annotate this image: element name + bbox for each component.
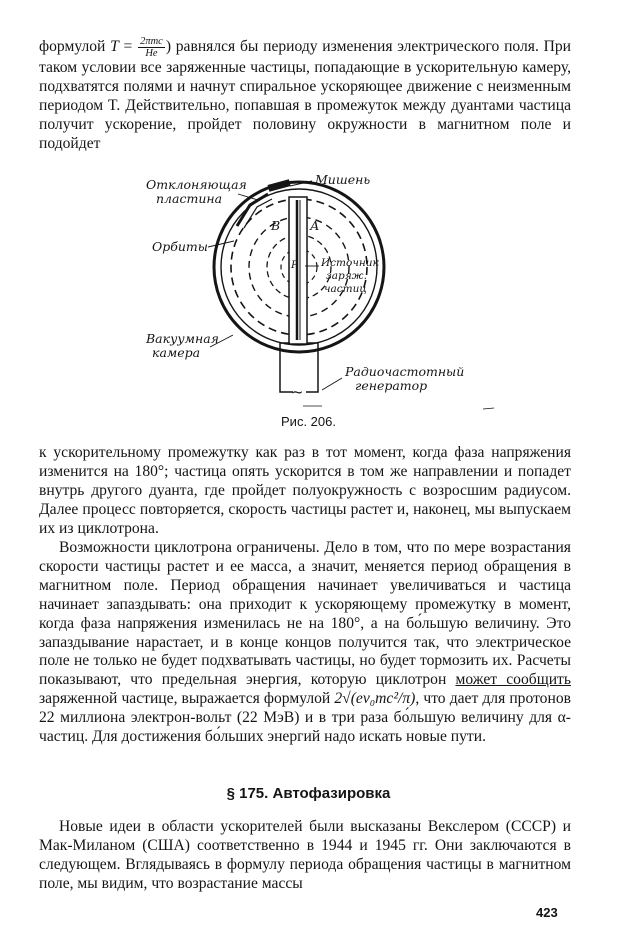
formula-symbol-T: T: [110, 38, 119, 56]
label-deflecting-plate-2: пластина: [156, 191, 223, 206]
intro-body-text: поля. При таком условии все заряженные частицы, попадающие в ускорительную камеру, подхватятся полями и начнут спиральное ускоряющее движение с неизменным периодом T. Действительно, попавшая в промежуток между дуантами частица получит ускорение, пройдет половину окружности в магнитном поле и подойдет: [39, 38, 572, 152]
label-deflecting-plate-1: Отклоняющая: [146, 177, 247, 192]
paragraph-3-text-c: , что дает для протонов 22 миллиона электрон-вольт (22 МэВ) и в три раза бо́льшую величину для α-частиц. Для достижения бо́льших энергий надо искать новые пути.: [39, 690, 571, 746]
formula-numerator: 2πmc: [140, 36, 163, 47]
formula-denominator: He: [145, 48, 158, 59]
label-dee-a: А: [310, 218, 320, 233]
paragraph-4: Новые идеи в области ускорителей были высказаны Векслером (СССР) и Мак-Миланом (США) соответственно в 1944 и 1945 гг. Они заключаются в следующем. Вглядываясь в формулу периода обращения частицы в магнитном поле, мы видим, что возрастание массы: [39, 818, 571, 892]
generator-tilde-icon: ~: [291, 383, 304, 401]
paragraph-3-text-b: заряженной частице, выражается формулой: [39, 690, 335, 708]
intro-first-line-text: ) равнялся бы периоду изменения электрического: [165, 38, 500, 56]
section-heading: § 175. Автофазировка: [226, 785, 391, 802]
label-source-3: частиц: [324, 283, 367, 295]
label-dee-b: В: [271, 218, 281, 233]
label-source-1: Источник: [321, 257, 379, 269]
label-target: Мишень: [315, 172, 371, 187]
label-orbits: Орбиты: [152, 239, 208, 254]
label-source-2: заряж.: [326, 270, 367, 282]
formula-prefix: формулой: [39, 38, 106, 56]
paragraph-3: [39, 539, 571, 747]
label-vacuum-1: Вакуумная: [146, 331, 219, 346]
limit-energy-formula: 2√(ev₀mc²/π): [334, 690, 416, 708]
page-number: 423: [536, 905, 558, 920]
label-generator-1: Радиочастотный: [345, 364, 465, 379]
formula-equals: =: [118, 38, 138, 56]
label-vacuum-2: камера: [152, 345, 201, 360]
paragraph-3-underlined: может сообщить: [455, 671, 571, 689]
figure-caption: Рис. 206.: [281, 414, 336, 429]
label-generator-2: генератор: [355, 378, 428, 393]
tick-mark-b: [483, 408, 494, 409]
paragraph-3-text-a: Возможности циклотрона ограничены. Дело в том, что по мере возрастания скорости частицы растет и ее масса, а значит, меняется период обращения в магнитном поле. Период обращения начинает увеличиваться и частица начинает запаздывать: она приходит к ускоряющему промежутку в момент, когда фаза напряжения изменилась не на 180°, а на бо́льшую величину. Это запаздывание нарастает, и в конце концов получится так, что электрическое поле не только не будет подхватывать частицы, но будет тормозить их. Расчеты показывают, что предельная энергия, которую циклотрон: [39, 539, 571, 689]
leader-orbits: [208, 241, 234, 247]
label-source-symbol: Р: [291, 259, 299, 271]
leader-generator: [322, 378, 342, 390]
paragraph-2: к ускорительному промежутку как раз в тот момент, когда фаза напряжения изменится на 180°; частица опять ускорится в том же направлении и попадет внутрь другого дуанта, где пройдет полуокружность с возросшим радиусом. Далее процесс повторяется, скорость частицы растет и, наконец, мы выпускаем их из циклотрона.: [39, 444, 571, 537]
